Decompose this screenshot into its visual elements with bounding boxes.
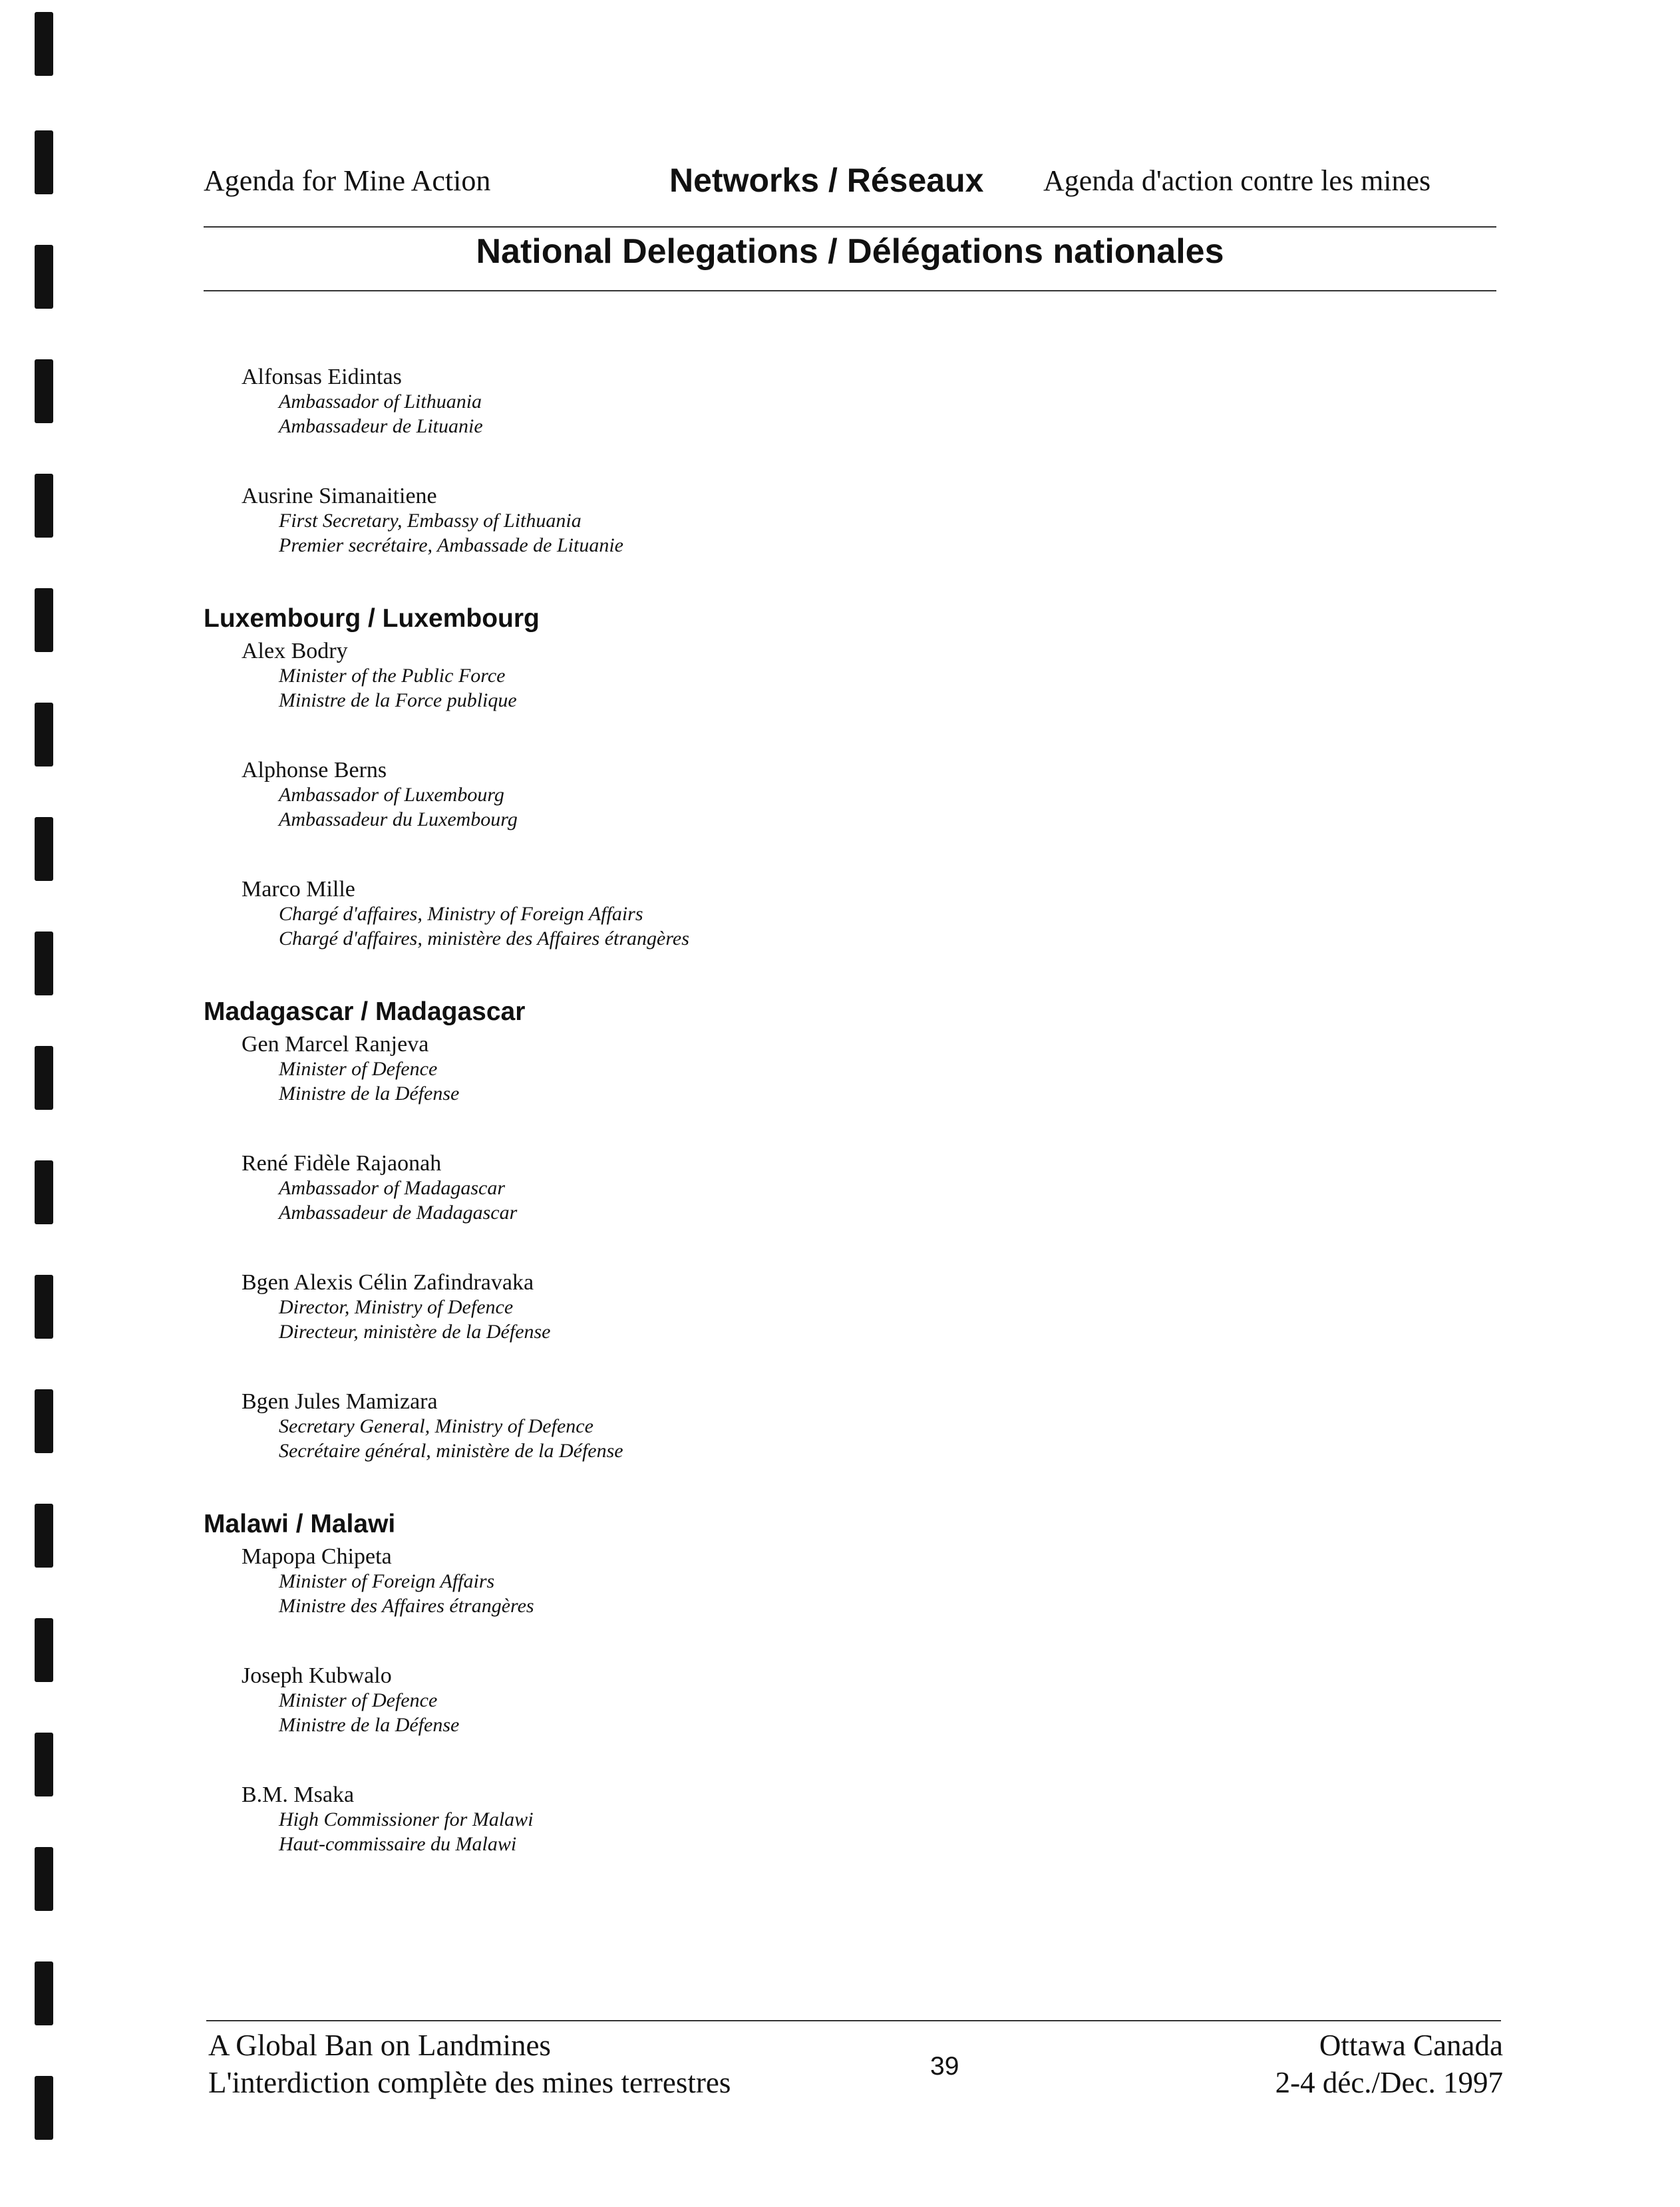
binding-mark bbox=[35, 1961, 53, 2025]
delegate-role-en: High Commissioner for Malawi bbox=[279, 1808, 534, 1830]
delegate-name: Alfonsas Eidintas bbox=[242, 365, 402, 389]
delegate-entry bbox=[242, 1151, 1335, 1225]
delegate-name: René Fidèle Rajaonah bbox=[242, 1151, 442, 1176]
delegate-role-en: Minister of Defence bbox=[279, 1689, 438, 1711]
delegate-role-fr: Premier secrétaire, Ambassade de Lituanie bbox=[279, 534, 623, 556]
header-divider bbox=[204, 226, 1496, 228]
delegate-role-en: Minister of the Public Force bbox=[279, 665, 506, 687]
delegate-entry bbox=[242, 1663, 1335, 1737]
binding-mark bbox=[35, 359, 53, 423]
delegate-role-en: Minister of Defence bbox=[279, 1058, 438, 1080]
binding-mark bbox=[35, 12, 53, 76]
delegate-role-fr: Ministre de la Défense bbox=[279, 1714, 460, 1736]
delegate-entry bbox=[242, 1270, 1335, 1344]
binding-mark bbox=[35, 2076, 53, 2140]
binding-mark bbox=[35, 1847, 53, 1911]
delegate-entry bbox=[242, 758, 1335, 832]
binding-mark bbox=[35, 817, 53, 881]
delegate-role-fr: Haut-commissaire du Malawi bbox=[279, 1833, 517, 1855]
country-heading-malawi: Malawi / Malawi bbox=[204, 1510, 396, 1538]
delegate-name: Ausrine Simanaitiene bbox=[242, 484, 437, 508]
delegate-name: Alex Bodry bbox=[242, 639, 348, 663]
delegate-name: Joseph Kubwalo bbox=[242, 1663, 392, 1688]
binding-mark bbox=[35, 1733, 53, 1796]
delegate-role-fr: Chargé d'affaires, ministère des Affaires étrangères bbox=[279, 928, 689, 949]
country-heading-madagascar: Madagascar / Madagascar bbox=[204, 997, 526, 1026]
delegate-name: Alphonse Berns bbox=[242, 758, 387, 782]
delegate-role-fr: Ministre de la Force publique bbox=[279, 689, 517, 711]
delegate-role-en: Ambassador of Lithuania bbox=[279, 391, 482, 413]
delegate-role-fr: Ambassadeur de Madagascar bbox=[279, 1202, 518, 1224]
footer-title-en: A Global Ban on Landmines bbox=[208, 2029, 551, 2062]
header-center-title: Networks / Réseaux bbox=[669, 162, 984, 199]
delegate-entry bbox=[242, 1032, 1335, 1106]
country-heading-luxembourg: Luxembourg / Luxembourg bbox=[204, 604, 540, 633]
delegate-entry bbox=[242, 1389, 1335, 1463]
delegate-entry bbox=[242, 365, 1335, 438]
delegate-role-fr: Directeur, ministère de la Défense bbox=[279, 1321, 551, 1343]
section-divider bbox=[204, 290, 1496, 291]
footer-location: Ottawa Canada bbox=[1319, 2029, 1503, 2062]
delegate-role-en: Ambassador of Madagascar bbox=[279, 1177, 506, 1199]
binding-mark bbox=[35, 588, 53, 652]
footer-right bbox=[1275, 2027, 1503, 2101]
binding-mark bbox=[35, 1389, 53, 1453]
delegate-entry bbox=[242, 1544, 1335, 1618]
footer-left bbox=[208, 2027, 731, 2101]
delegate-role-en: First Secretary, Embassy of Lithuania bbox=[279, 510, 582, 532]
delegate-role-fr: Ministre de la Défense bbox=[279, 1083, 460, 1104]
delegate-entry bbox=[242, 877, 1335, 951]
delegate-role-en: Ambassador of Luxembourg bbox=[279, 784, 504, 806]
delegate-entry bbox=[242, 639, 1335, 713]
header-left-title: Agenda for Mine Action bbox=[204, 164, 491, 197]
binding-mark bbox=[35, 1504, 53, 1568]
delegate-role-en: Chargé d'affaires, Ministry of Foreign Affairs bbox=[279, 903, 643, 925]
binding-mark bbox=[35, 245, 53, 309]
binding-mark bbox=[35, 1275, 53, 1339]
delegate-role-en: Minister of Foreign Affairs bbox=[279, 1570, 495, 1592]
delegate-role-fr: Ministre des Affaires étrangères bbox=[279, 1595, 534, 1617]
header-right-title: Agenda d'action contre les mines bbox=[1043, 164, 1431, 197]
delegate-role-fr: Ambassadeur du Luxembourg bbox=[279, 808, 518, 830]
delegate-role-en: Director, Ministry of Defence bbox=[279, 1296, 514, 1318]
footer-title-fr: L'interdiction complète des mines terrestres bbox=[208, 2066, 731, 2099]
binding-mark bbox=[35, 1618, 53, 1682]
delegate-entry bbox=[242, 1783, 1335, 1856]
delegate-role-en: Secretary General, Ministry of Defence bbox=[279, 1415, 593, 1437]
page-number: 39 bbox=[930, 2052, 959, 2081]
delegate-entry bbox=[242, 484, 1335, 558]
binding-mark bbox=[35, 130, 53, 194]
delegate-name: Bgen Jules Mamizara bbox=[242, 1389, 438, 1414]
delegate-name: Bgen Alexis Célin Zafindravaka bbox=[242, 1270, 534, 1295]
delegate-name: B.M. Msaka bbox=[242, 1783, 355, 1807]
section-title: National Delegations / Délégations nationales bbox=[476, 232, 1224, 271]
delegate-role-fr: Secrétaire général, ministère de la Défense bbox=[279, 1440, 623, 1462]
delegation-list bbox=[204, 365, 1335, 1902]
binding-mark bbox=[35, 1046, 53, 1110]
delegate-role-fr: Ambassadeur de Lituanie bbox=[279, 415, 483, 437]
footer-divider bbox=[206, 2020, 1501, 2021]
binding-mark bbox=[35, 932, 53, 995]
delegate-name: Gen Marcel Ranjeva bbox=[242, 1032, 429, 1057]
binding-mark bbox=[35, 474, 53, 538]
delegate-name: Mapopa Chipeta bbox=[242, 1544, 392, 1569]
binding-mark bbox=[35, 1160, 53, 1224]
binding-mark bbox=[35, 703, 53, 766]
delegate-name: Marco Mille bbox=[242, 877, 355, 902]
footer-date: 2-4 déc./Dec. 1997 bbox=[1275, 2066, 1503, 2099]
